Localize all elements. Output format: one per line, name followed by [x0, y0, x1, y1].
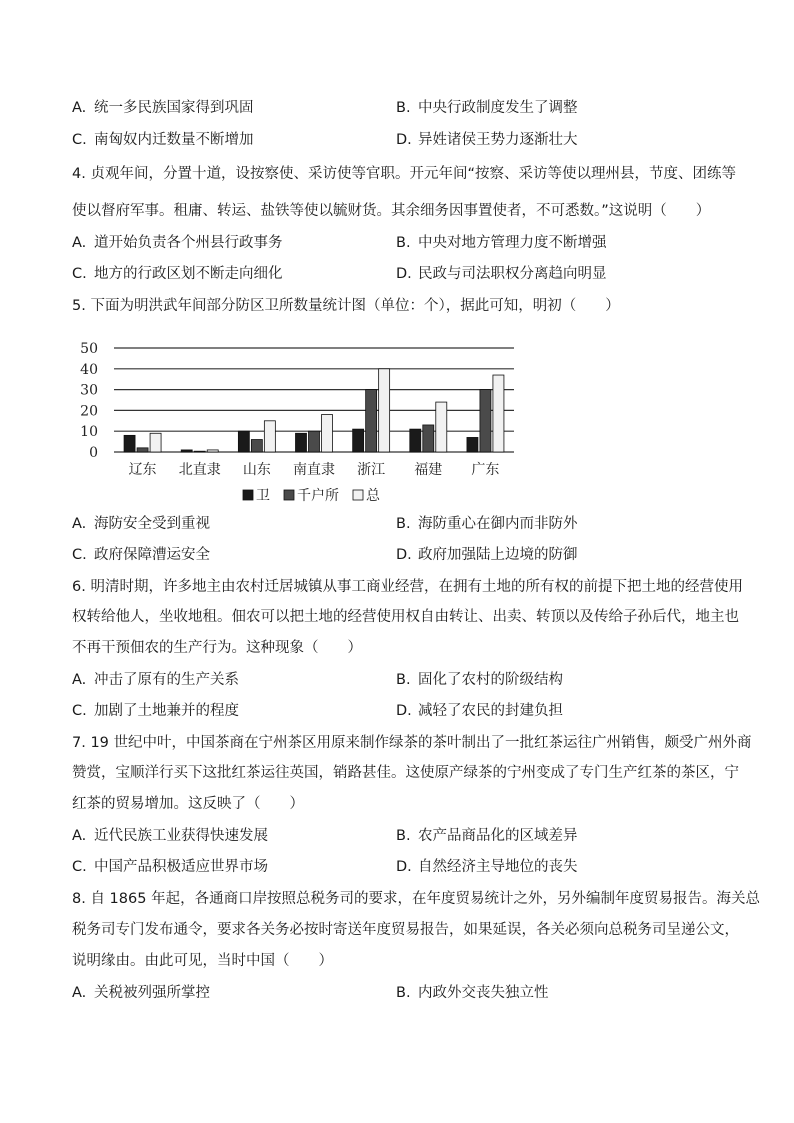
option-text: 关税被列强所掌控: [94, 985, 210, 1001]
q3-option-b[interactable]: [396, 98, 578, 118]
q3-option-a[interactable]: [72, 98, 254, 118]
option-text: 自然经济主导地位的丧失: [418, 859, 578, 875]
y-tick-label: 10: [80, 424, 98, 441]
q5-option-b[interactable]: [396, 514, 578, 534]
q6-stem-line-3: 不再干预佃农的生产行为。这种现象（ ）: [72, 640, 362, 656]
q4-option-d[interactable]: [396, 264, 607, 284]
option-key: B.: [396, 828, 411, 844]
option-key: A.: [72, 100, 87, 116]
option-text: 海防重心在御内而非防外: [418, 516, 578, 532]
option-key: A.: [72, 985, 87, 1001]
q7-option-c[interactable]: [72, 857, 268, 877]
q8-stem-line-3: 说明缘由。由此可见，当时中国（ ）: [72, 953, 333, 969]
q7-option-b[interactable]: [396, 826, 578, 846]
q8-option-a[interactable]: [72, 983, 210, 1003]
q7-option-d[interactable]: [396, 857, 578, 877]
bar-总: [493, 375, 504, 452]
option-key: C.: [72, 859, 87, 875]
bar-总: [150, 433, 161, 452]
option-text: 近代民族工业获得快速发展: [94, 828, 268, 844]
option-text: 海防安全受到重视: [94, 516, 210, 532]
option-text: 冲击了原有的生产关系: [94, 672, 239, 688]
bar-卫: [467, 437, 478, 452]
option-key: B.: [396, 235, 411, 251]
chart-y-ticks: [80, 341, 98, 461]
bar-千户所: [423, 425, 434, 452]
y-tick-label: 50: [80, 341, 98, 357]
x-tick-label: 广东: [471, 462, 500, 478]
bar-卫: [410, 429, 421, 452]
q8-stem-line-2: 税务司专门发布通令，要求各关务必按时寄送年度贸易报告，如果延误，各关必须向总税务司呈递公文，: [72, 922, 739, 938]
x-tick-label: 辽东: [128, 462, 157, 478]
q4-stem-line-1: 4. 贞观年间，分置十道，设按察使、采访使等官职。开元年间“按察、采访等使以理州县，节度、团练等: [72, 166, 736, 182]
bar-卫: [124, 435, 135, 452]
q6-option-d[interactable]: [396, 701, 563, 721]
option-key: A.: [72, 672, 87, 688]
legend-label: 总: [366, 488, 380, 504]
option-text: 南匈奴内迁数量不断增加: [94, 132, 254, 148]
q3-option-d[interactable]: [396, 130, 578, 150]
option-key: D.: [396, 703, 412, 719]
option-text: 统一多民族国家得到巩固: [94, 100, 254, 116]
y-tick-label: 30: [80, 382, 98, 399]
bar-卫: [296, 433, 307, 452]
bar-卫: [181, 450, 192, 452]
x-tick-label: 南直隶: [293, 462, 335, 478]
option-key: C.: [72, 703, 87, 719]
q6-option-b[interactable]: [396, 670, 563, 690]
option-text: 中央对地方管理力度不断增强: [418, 235, 607, 251]
option-key: D.: [396, 859, 412, 875]
legend-label: 千户所: [297, 488, 339, 504]
q6-option-c[interactable]: [72, 701, 239, 721]
x-tick-label: 北直隶: [178, 462, 221, 478]
bar-千户所: [366, 390, 377, 452]
option-text: 固化了农村的阶级结构: [418, 672, 563, 688]
bar-卫: [238, 431, 249, 452]
legend-swatch: [353, 490, 363, 500]
option-key: D.: [396, 547, 412, 563]
option-key: A.: [72, 828, 87, 844]
y-tick-label: 20: [80, 403, 98, 420]
option-key: A.: [72, 516, 87, 532]
bar-千户所: [251, 440, 262, 452]
legend-label: 卫: [256, 488, 270, 504]
option-key: B.: [396, 985, 411, 1001]
q7-option-a[interactable]: [72, 826, 268, 846]
bar-总: [436, 402, 447, 452]
q3-option-c[interactable]: [72, 130, 254, 150]
x-tick-label: 山东: [242, 462, 271, 478]
bar-总: [264, 421, 275, 452]
q6-stem-line-2: 权转给他人，坐收地租。佃农可以把土地的经营使用权自由转让、出卖、转顶以及传给子孙后代，地主也: [72, 609, 739, 625]
q5-option-c[interactable]: [72, 545, 210, 565]
option-text: 异姓诸侯王势力逐渐壮大: [418, 132, 578, 148]
option-text: 减轻了农民的封建负担: [418, 703, 563, 719]
bar-千户所: [480, 390, 491, 452]
x-tick-label: 福建: [414, 462, 443, 478]
q4-option-c[interactable]: [72, 264, 283, 284]
option-text: 中国产品积极适应世界市场: [94, 859, 268, 875]
bar-总: [207, 450, 218, 452]
y-tick-label: 0: [89, 445, 98, 461]
option-key: B.: [396, 100, 411, 116]
option-text: 内政外交丧失独立性: [418, 985, 549, 1001]
option-key: B.: [396, 516, 411, 532]
option-key: B.: [396, 672, 411, 688]
q8-stem-line-1: 8. 自 1865 年起，各通商口岸按照总税务司的要求，在年度贸易统计之外，另外编制年度贸易报告。海关总: [72, 891, 761, 907]
option-text: 政府保障漕运安全: [94, 547, 210, 563]
option-key: C.: [72, 547, 87, 563]
bar-总: [379, 369, 390, 452]
q4-option-a[interactable]: [72, 233, 283, 253]
q8-option-b[interactable]: [396, 983, 549, 1003]
q7-stem-line-1: 7. 19 世纪中叶，中国茶商在宁州茶区用原来制作绿茶的茶叶制出了一批红茶运往广州销售，颇受广州外商: [72, 735, 752, 751]
bar-千户所: [137, 448, 148, 452]
q6-option-a[interactable]: [72, 670, 239, 690]
legend-swatch: [243, 490, 253, 500]
option-text: 加剧了土地兼并的程度: [94, 703, 239, 719]
bar-总: [322, 415, 333, 452]
option-text: 民政与司法职权分离趋向明显: [418, 266, 607, 282]
q5-stem: 5. 下面为明洪武年间部分防区卫所数量统计图（单位：个），据此可知，明初（ ）: [72, 298, 620, 314]
option-text: 政府加强陆上边境的防御: [418, 547, 578, 563]
bar-千户所: [309, 431, 320, 452]
q7-stem-line-3: 红茶的贸易增加。这反映了（ ）: [72, 796, 304, 812]
y-tick-label: 40: [80, 361, 98, 378]
q5-option-a[interactable]: [72, 514, 210, 534]
option-key: D.: [396, 266, 412, 282]
chart-x-ticks: [129, 461, 500, 478]
option-key: C.: [72, 132, 87, 148]
option-key: D.: [396, 132, 412, 148]
chart-legend: [243, 488, 381, 504]
q7-stem-line-2: 赞赏，宝顺洋行买下这批红茶运往英国，销路甚佳。这使原产绿茶的宁州变成了专门生产红茶的茶区，宁: [72, 765, 739, 781]
legend-swatch: [284, 490, 294, 500]
x-tick-label: 浙江: [357, 462, 386, 478]
q4-option-b[interactable]: [396, 233, 607, 253]
bar-卫: [353, 429, 364, 452]
option-key: A.: [72, 235, 87, 251]
weisuo-bar-chart: [78, 338, 538, 518]
option-text: 地方的行政区划不断走向细化: [94, 266, 283, 282]
q5-option-d[interactable]: [396, 545, 578, 565]
option-text: 中央行政制度发生了调整: [418, 100, 578, 116]
option-text: 农产品商品化的区域差异: [418, 828, 578, 844]
option-text: 道开始负责各个州县行政事务: [94, 235, 283, 251]
q6-stem-line-1: 6. 明清时期，许多地主由农村迁居城镇从事工商业经营，在拥有土地的所有权的前提下把土地的经营使用: [72, 579, 743, 595]
option-key: C.: [72, 266, 87, 282]
q4-stem-line-2: 使以督府军事。租庸、转运、盐铁等使以毓财货。其余细务因事置使者，不可悉数。”这说明（ ）: [72, 203, 711, 219]
bar-千户所: [194, 451, 205, 452]
